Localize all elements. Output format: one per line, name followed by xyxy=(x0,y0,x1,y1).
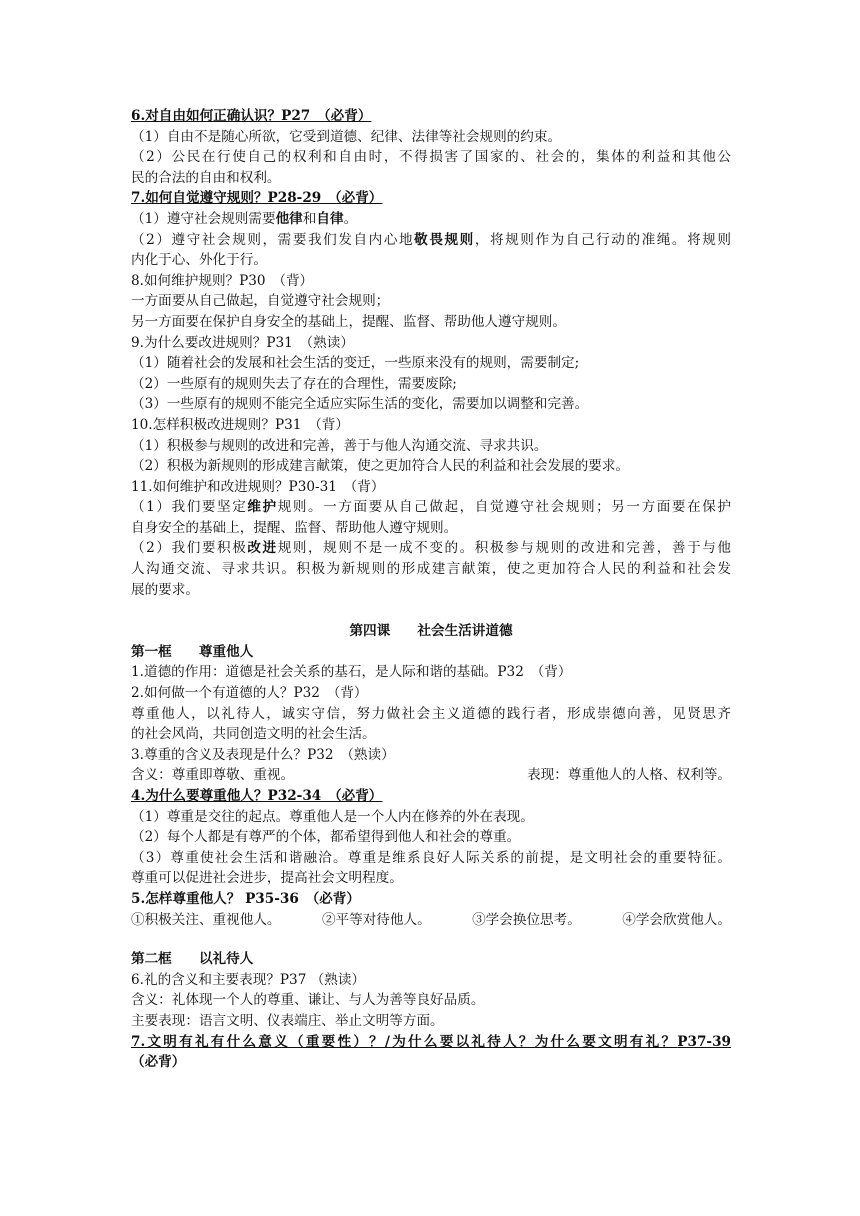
answer-line: （2）遵守社会规则，需要我们发自内心地敬畏规则，将规则作为自己行动的准绳。将规则 xyxy=(131,231,732,248)
question-note: （必背） xyxy=(131,1054,186,1071)
section-heading: 第一框 尊重他人 xyxy=(131,643,254,660)
method-item: ④学会欣赏他人。 xyxy=(622,911,731,928)
method-item: ①积极关注、重视他人。 xyxy=(131,911,281,928)
question-heading: 8.如何维护规则？P30 （背） xyxy=(131,272,314,289)
meaning-text: 含义：尊重即尊敬、重视。 xyxy=(131,767,295,784)
question-heading: 7.如何自觉遵守规则？P28-29 （必背） xyxy=(131,190,383,207)
answer-line: 另一方面要在保护自身安全的基础上，提醒、监督、帮助他人遵守规则。 xyxy=(131,313,566,330)
section-heading: 第二框 以礼待人 xyxy=(131,951,254,968)
document-page xyxy=(131,106,731,1073)
answer-line: （2）我们要积极改进规则，规则不是一成不变的。积极参与规则的改进和完善，善于与他 xyxy=(131,540,731,557)
answer-line: 民的合法的自由和权利。 xyxy=(131,169,281,186)
answer-line: （1）积极参与规则的改进和完善，善于与他人沟通交流、寻求共识。 xyxy=(131,437,548,454)
answer-line: （2）每个人都是有尊严的个体，都希望得到他人和社会的尊重。 xyxy=(131,829,521,846)
answer-line: 的社会风尚，共同创造文明的社会生活。 xyxy=(131,726,376,743)
answer-line: （2）积极为新规则的形成建言献策，使之更加符合人民的利益和社会发展的要求。 xyxy=(131,458,630,475)
answer-line: 一方面要从自己做起，自觉遵守社会规则； xyxy=(131,293,390,310)
question-heading: 4.为什么要尊重他人？P32-34 （必背） xyxy=(131,788,383,804)
question-heading: 9.为什么要改进规则？P31 （熟读） xyxy=(131,334,354,351)
answer-line: （1）遵守社会规则需要他律和自律。 xyxy=(131,210,358,227)
answer-line: （2）公民在行使自己的权利和自由时，不得损害了国家的、社会的，集体的利益和其他公 xyxy=(131,149,731,166)
question-heading: 6.礼的含义和主要表现？P37 （熟读） xyxy=(131,971,366,988)
lesson-title: 第四课 社会生活讲道德 xyxy=(349,623,513,640)
question-heading: 5.怎样尊重他人？ P35-36 （必背） xyxy=(131,890,360,907)
question-heading: 7.文明有礼有什么意义（重要性）？/为什么要以礼待人？为什么要文明有礼？P37-39 xyxy=(131,1033,731,1050)
answer-line: （2）一些原有的规则失去了存在的合理性，需要废除; xyxy=(131,375,457,392)
answer-line: 展的要求。 xyxy=(131,581,199,598)
respect-methods-row xyxy=(131,910,731,931)
spacer xyxy=(131,600,731,621)
answer-line: （1）自由不是随心所欲，它受到道德、纪律、法律等社会规则的约束。 xyxy=(131,128,562,145)
answer-line: （1）尊重是交往的起点。尊重他人是一个人内在修养的外在表现。 xyxy=(131,808,534,825)
answer-line: 尊重可以促进社会进步，提高社会文明程度。 xyxy=(131,870,403,887)
answer-line: 含义：礼体现一个人的尊重、谦让、与人为善等良好品质。 xyxy=(131,992,485,1009)
expression-text: 表现：尊重他人的人格、权利等。 xyxy=(527,767,731,784)
question-heading: 3.尊重的含义及表现是什么？P32 （熟读） xyxy=(131,746,395,763)
answer-line: （1）随着社会的发展和社会生活的变迁，一些原来没有的规则，需要制定; xyxy=(131,355,580,372)
answer-line: （1）我们要坚定维护规则。一方面要从自己做起，自觉遵守社会规则；另一方面要在保护 xyxy=(131,499,731,516)
meaning-expression-row xyxy=(131,765,731,786)
answer-line: 主要表现：语言文明、仪表端庄、举止文明等方面。 xyxy=(131,1012,444,1029)
question-heading: 10.怎样积极改进规则？P31 （背） xyxy=(131,416,349,433)
spacer xyxy=(131,930,731,949)
answer-line: 尊重他人，以礼待人，诚实守信，努力做社会主义道德的践行者，形成崇德向善，见贤思齐 xyxy=(131,705,731,722)
answer-line: 1.道德的作用：道德是社会关系的基石，是人际和谐的基础。P32 （背） xyxy=(131,664,572,681)
page-ref: P37-39 xyxy=(677,1033,731,1050)
method-item: ③学会换位思考。 xyxy=(472,911,581,928)
method-item: ②平等对待他人。 xyxy=(321,911,431,928)
question-heading: 6.对自由如何正确认识？P27 （必背） xyxy=(131,108,372,124)
answer-line: （3）一些原有的规则不能完全适应实际生活的变化，需要加以调整和完善。 xyxy=(131,396,589,413)
question-heading: 11.如何维护和改进规则？P30-31 （背） xyxy=(131,478,385,495)
answer-line: 人沟通交流、寻求共识。积极为新规则的形成建言献策，使之更加符合人民的利益和社会发 xyxy=(131,561,731,578)
question-heading: 2.如何做一个有道德的人？P32 （背） xyxy=(131,685,368,702)
answer-line: （3）尊重使社会生活和谐融洽。尊重是维系良好人际关系的前提，是文明社会的重要特征。 xyxy=(131,849,731,866)
answer-line: 内化于心、外化于行。 xyxy=(131,252,267,269)
answer-line: 自身安全的基础上，提醒、监督、帮助他人遵守规则。 xyxy=(131,519,458,536)
